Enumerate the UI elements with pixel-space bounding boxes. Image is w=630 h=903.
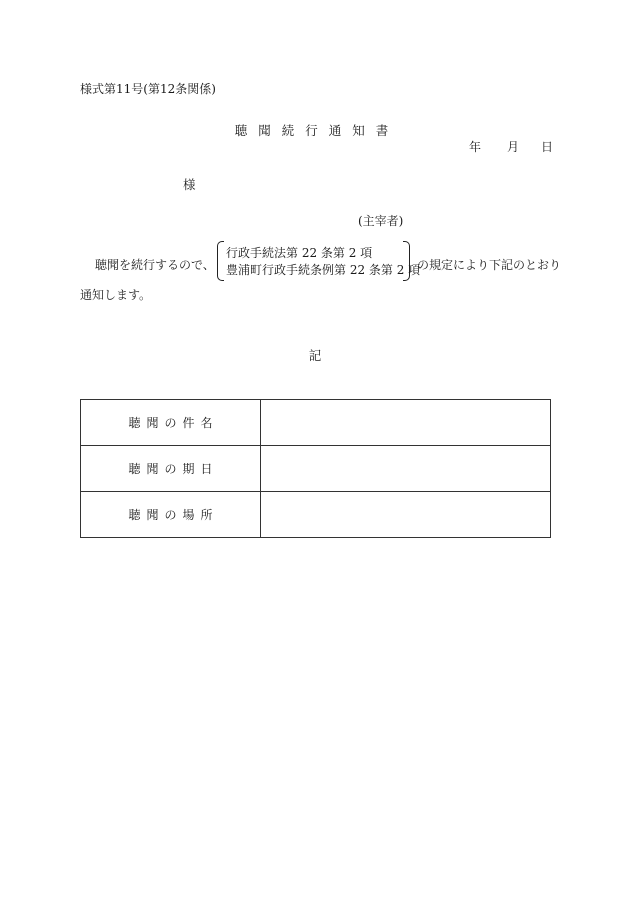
row-label-date: 聴聞の期日	[81, 446, 261, 492]
date-month-label: 月	[507, 140, 520, 154]
body-second-line: 通知します。	[80, 288, 152, 302]
date-year-label: 年	[469, 140, 482, 154]
body-lead-text: 聴聞を続行するので、	[95, 258, 215, 272]
row-value-place[interactable]	[261, 492, 551, 538]
body-tail-text: の規定により下記のとおり	[417, 258, 562, 272]
ki-heading: 記	[308, 348, 322, 363]
row-label-subject: 聴聞の件名	[81, 400, 261, 446]
date-day-label: 日	[541, 140, 554, 154]
row-label-place: 聴聞の場所	[81, 492, 261, 538]
row-value-subject[interactable]	[261, 400, 551, 446]
addressee-suffix: 様	[183, 177, 196, 192]
detail-table	[80, 399, 551, 538]
host-label: (主宰者)	[358, 214, 404, 228]
table-row	[81, 446, 551, 492]
table-row	[81, 492, 551, 538]
row-value-date[interactable]	[261, 446, 551, 492]
table-row	[81, 400, 551, 446]
left-bracket	[217, 241, 224, 281]
law-option-ordinance: 豊浦町行政手続条例第 22 条第 2 項	[226, 263, 421, 277]
document-title: 聴聞続行通知書	[234, 123, 400, 138]
law-option-act: 行政手続法第 22 条第 2 項	[226, 246, 373, 260]
form-number: 様式第11号(第12条関係)	[80, 82, 216, 96]
